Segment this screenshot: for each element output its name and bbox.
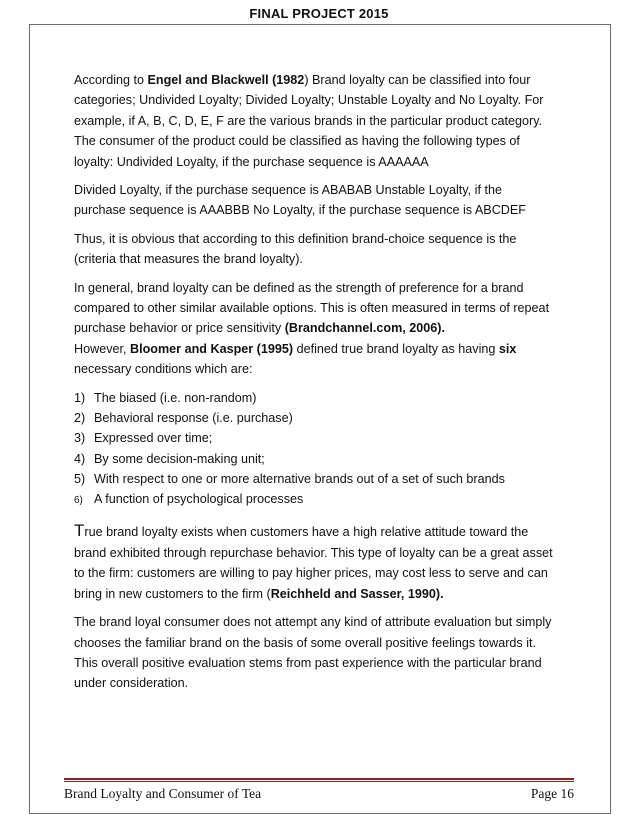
paragraph-brand-choice-sequence: Thus, it is obvious that according to this definition brand-choice sequence is the (criteria that measures the brand loyalty).: [74, 231, 517, 267]
footer-rule-thin: [64, 781, 574, 782]
citation-engel-blackwell: Engel and Blackwell (1982: [147, 73, 305, 87]
paragraph-true-brand-loyalty: [74, 521, 554, 604]
page-body: [74, 70, 554, 702]
list-text: By some decision-making unit;: [94, 451, 265, 466]
list-number: 1): [74, 390, 86, 405]
page-number: Page 16: [530, 786, 574, 801]
list-number: 6): [74, 495, 83, 507]
list-number: 4): [74, 451, 86, 466]
list-item: [74, 469, 554, 489]
paragraph-brand-loyalty-definition: [74, 278, 554, 380]
list-number: 2): [74, 410, 86, 425]
list-item: [74, 408, 554, 428]
text: defined true brand loyalty as having: [293, 341, 499, 356]
list-item: [74, 449, 554, 469]
paragraph-divided-loyalty: Divided Loyalty, if the purchase sequence is ABABAB Unstable Loyalty, if the purchase sequence is AAABBB No Loyalty, if the purchase sequence is ABCDEF: [74, 183, 526, 218]
page-header-title: FINAL PROJECT 2015: [249, 6, 389, 21]
citation-reichheld-sasser: Reichheld and Sasser, 1990).: [270, 586, 444, 601]
list-number: 3): [74, 431, 86, 446]
list-number: 5): [74, 471, 86, 486]
footer-title: Brand Loyalty and Consumer of Tea: [64, 786, 262, 801]
list-text: A function of psychological processes: [94, 492, 304, 507]
list-text: With respect to one or more alternative brands out of a set of such brands: [94, 471, 505, 486]
text: ) Brand loyalty can be classified into four categories; Undivided Loyalty; Divided Loyalty; Unstable Loyalty and No Loyalty. For example, if A, B, C, D, E, F are the various brands in the particular product category. The consumer of the product could be classified as having the following types of loyalty: Undivided Loyalty, if the purchase sequence is AAAAAA: [74, 73, 544, 169]
emphasis-six: six: [498, 341, 517, 356]
list-item: [74, 428, 554, 448]
text: rue brand loyalty exists when customers have a high relative attitude toward the brand exhibited through repurchase behavior. This type of loyalty can be a great asset to the firm: customers are willing to pay higher prices, may cost less to serve and can bring in new customers to the firm (: [74, 525, 553, 601]
text: In general, brand loyalty can be defined as the strength of preference for a brand compared to other similar available options. This is often measured in terms of repeat purchase behavior or price sensitivity: [74, 280, 550, 336]
citation-bloomer-kasper: Bloomer and Kasper (1995): [130, 341, 294, 356]
list-item: [74, 489, 554, 511]
paragraph-brand-loyal-consumer: The brand loyal consumer does not attempt any kind of attribute evaluation but simply chooses the familiar brand on the basis of some overall positive feelings towards it. This overall positive evaluation stems from past experience with the particular brand under consideration.: [74, 615, 552, 691]
list-text: Expressed over time;: [94, 431, 213, 446]
list-item: [74, 388, 554, 408]
footer-rule-thick: [64, 778, 574, 780]
list-text: Behavioral response (i.e. purchase): [94, 410, 293, 425]
text: However,: [74, 341, 130, 356]
conditions-list: [74, 388, 554, 512]
text: According to: [74, 73, 148, 87]
text: necessary conditions which are:: [74, 362, 253, 377]
drop-letter: T: [74, 521, 85, 541]
list-text: The biased (i.e. non-random): [94, 390, 257, 405]
citation-brandchannel: (Brandchannel.com, 2006).: [284, 321, 445, 336]
paragraph-engel-blackwell: [74, 70, 554, 172]
